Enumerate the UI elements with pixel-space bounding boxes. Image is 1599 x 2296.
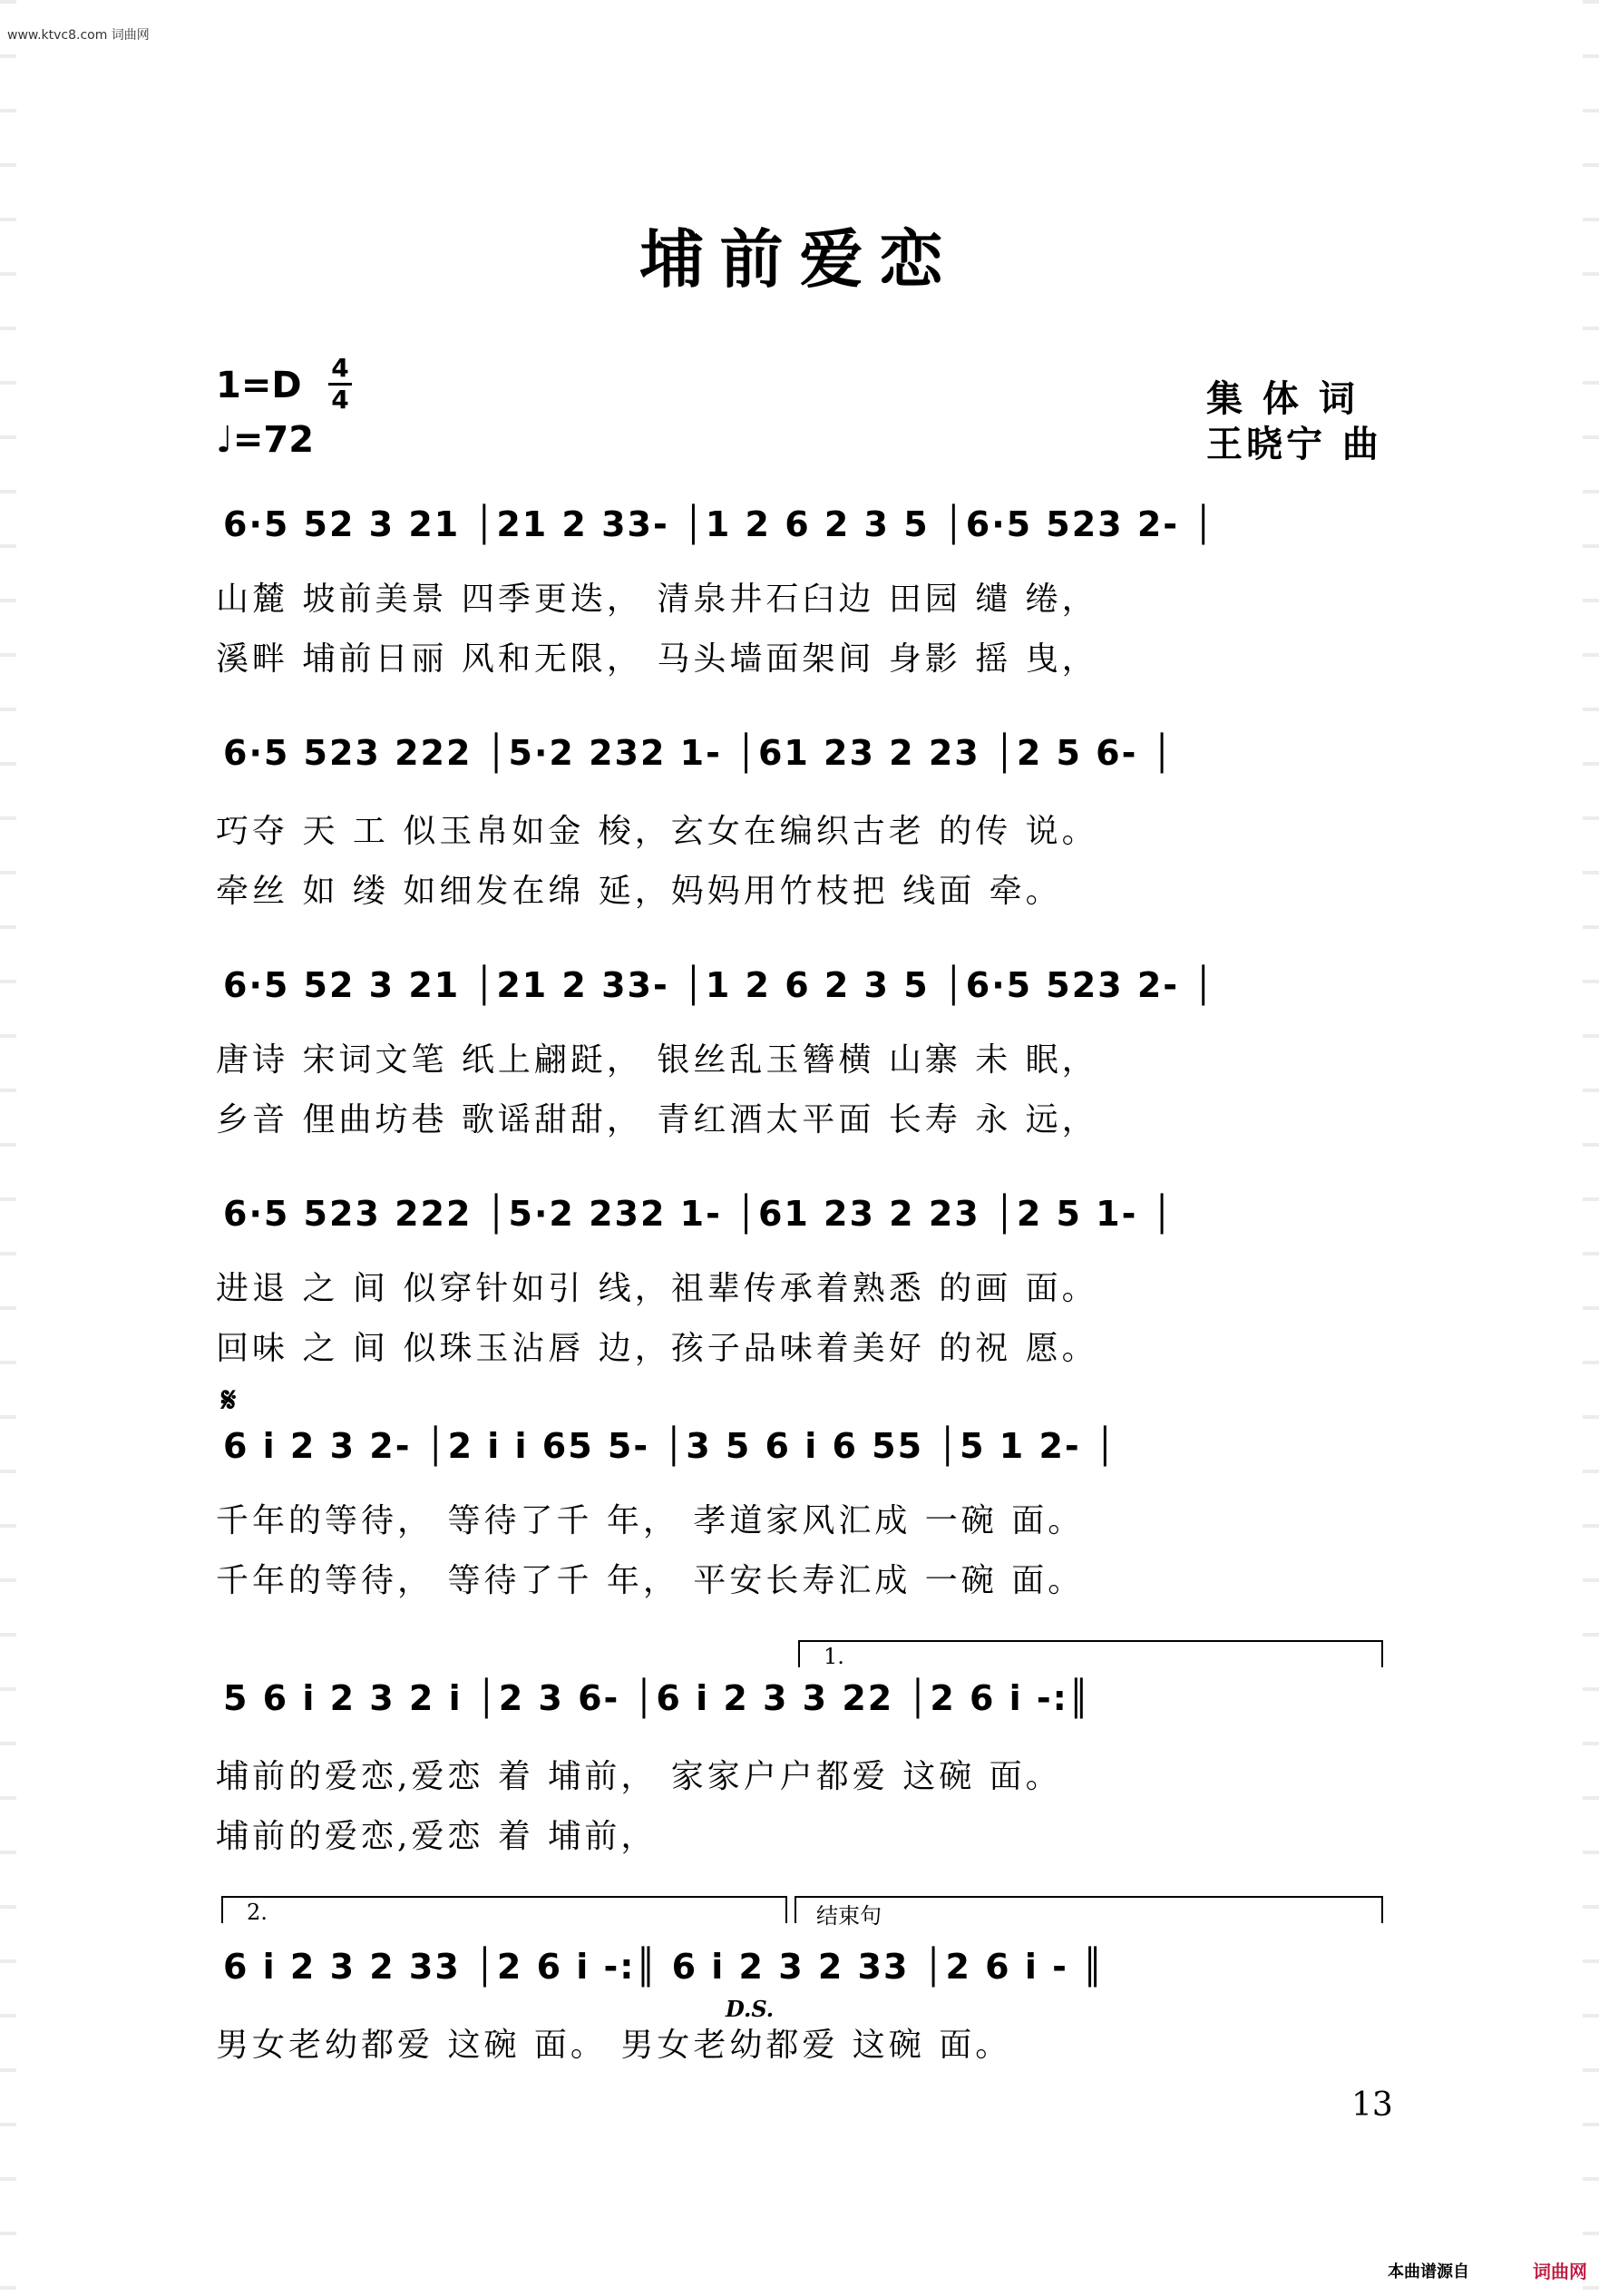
left-watermark-strip bbox=[0, 0, 16, 2296]
notation-line-5: 6 i 2 3 2- │2 i i 65 5- │3 5 6 i 6 55 │5 1 2- │ bbox=[223, 1426, 1117, 1466]
notation-line-7: 6 i 2 3 2 33 │2 6 i -:║ 6 i 2 3 2 33 │2 6 i - ║ bbox=[223, 1947, 1105, 1987]
lyric-line-1b: 溪畔 埔前日丽 风和无限， 马头墙面架间 身影 摇 曳， bbox=[216, 640, 1098, 678]
composer-credit: 王晓宁 曲 bbox=[1206, 424, 1382, 465]
lyric-line-7a: 男女老幼都爱 这碗 面。 男女老幼都爱 这碗 面。 bbox=[216, 2027, 1012, 2064]
lyric-line-5b: 千年的等待， 等待了千 年， 平安长寿汇成 一碗 面。 bbox=[216, 1562, 1085, 1599]
volta-1-label: 1. bbox=[824, 1644, 844, 1669]
volta-2-label: 2. bbox=[247, 1900, 268, 1925]
lyric-line-6a: 埔前的爱恋,爱恋 着 埔前， 家家户户都爱 这碗 面。 bbox=[216, 1758, 1062, 1795]
key-signature: 1=D bbox=[216, 365, 302, 406]
volta-1-bracket bbox=[798, 1640, 1383, 1642]
time-signature-bottom: 4 bbox=[331, 385, 349, 415]
lyric-line-3a: 唐诗 宋词文笔 纸上翩跹， 银丝乱玉簪横 山寨 未 眠， bbox=[216, 1041, 1098, 1079]
footer-source-text: 本曲谱源自 bbox=[1388, 2262, 1469, 2281]
time-signature bbox=[328, 353, 352, 415]
segno-sign: 𝄋 bbox=[221, 1379, 237, 1420]
notation-line-3: 6·5 52 3 21 │21 2 33- │1 2 6 2 3 5 │6·5 523 2- │ bbox=[223, 965, 1216, 1005]
site-header: www.ktvc8.com 词曲网 bbox=[7, 28, 150, 43]
notation-line-1: 6·5 52 3 21 │21 2 33- │1 2 6 2 3 5 │6·5 523 2- │ bbox=[223, 504, 1216, 544]
right-watermark-strip bbox=[1583, 0, 1599, 2296]
lyric-line-5a: 千年的等待， 等待了千 年， 孝道家风汇成 一碗 面。 bbox=[216, 1502, 1085, 1539]
lyric-line-3b: 乡音 俚曲坊巷 歌谣甜甜， 青红酒太平面 长寿 永 远， bbox=[216, 1101, 1098, 1138]
time-signature-top: 4 bbox=[331, 353, 349, 383]
song-title: 埔前爱恋 bbox=[639, 221, 960, 297]
lyric-line-4a: 进退 之 间 似穿针如引 线，祖辈传承着熟悉 的画 面。 bbox=[216, 1270, 1098, 1307]
notation-line-2: 6·5 523 222 │5·2 232 1- │61 23 2 23 │2 5 6- │ bbox=[223, 733, 1175, 773]
notation-line-6: 5 6 i 2 3 2 i │2 3 6- │6 i 2 3 3 22 │2 6 i -:║ bbox=[223, 1678, 1091, 1718]
footer-logo: 词曲网 bbox=[1533, 2261, 1587, 2282]
lyric-line-6b: 埔前的爱恋,爱恋 着 埔前， bbox=[216, 1818, 658, 1855]
notation-line-4: 6·5 523 222 │5·2 232 1- │61 23 2 23 │2 5 1- │ bbox=[223, 1194, 1175, 1234]
lyric-line-4b: 回味 之 间 似珠玉沾唇 边，孩子品味着美好 的祝 愿。 bbox=[216, 1330, 1098, 1367]
lyric-line-1a: 山麓 坡前美景 四季更迭， 清泉井石臼边 田园 缱 绻， bbox=[216, 581, 1098, 618]
ending-label: 结束句 bbox=[816, 1903, 882, 1929]
tempo-marking: ♩=72 bbox=[216, 419, 315, 461]
lyricist-credit: 集 体 词 bbox=[1206, 378, 1359, 420]
lyric-line-2a: 巧夺 天 工 似玉帛如金 梭，玄女在编织古老 的传 说。 bbox=[216, 813, 1098, 850]
lyric-line-2b: 牵丝 如 缕 如细发在绵 延，妈妈用竹枝把 线面 牵。 bbox=[216, 873, 1062, 910]
page-number: 13 bbox=[1351, 2086, 1393, 2124]
volta-2-bracket bbox=[221, 1896, 787, 1898]
dal-segno-marking: D.S. bbox=[726, 1996, 775, 2022]
ending-bracket bbox=[795, 1896, 1383, 1898]
